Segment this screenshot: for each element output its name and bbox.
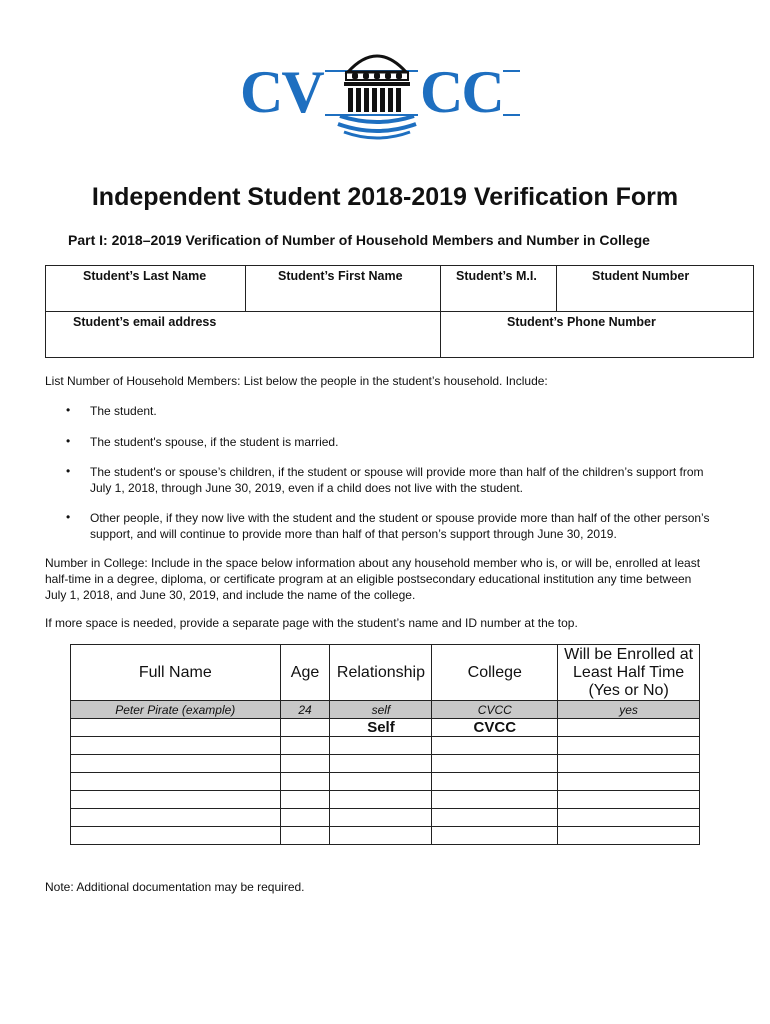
table-cell[interactable] <box>71 737 281 755</box>
table-cell: Peter Pirate (example) <box>71 701 281 719</box>
form-title: Independent Student 2018-2019 Verification Form <box>91 183 679 211</box>
part1-heading: Part I: 2018–2019 Verification of Number of Household Members and Number in College <box>68 232 650 248</box>
table-cell[interactable] <box>558 719 700 737</box>
last-name-field[interactable]: Student’s Last Name <box>83 269 207 283</box>
col-age: Age <box>280 645 330 701</box>
table-cell[interactable] <box>71 827 281 845</box>
student-number-field[interactable]: Student Number <box>592 269 690 283</box>
table-row[interactable] <box>71 809 700 827</box>
table-cell[interactable] <box>280 809 330 827</box>
col-college: College <box>432 645 558 701</box>
table-header-row <box>71 645 700 701</box>
table-cell[interactable] <box>71 791 281 809</box>
table-row[interactable] <box>71 773 700 791</box>
table-cell[interactable] <box>330 773 432 791</box>
household-intro: List Number of Household Members: List below the people in the student’s household. Include: <box>45 374 548 388</box>
more-space-paragraph: If more space is needed, provide a separate page with the student’s name and ID number at the top. <box>45 616 578 630</box>
bullet-item: The student. <box>90 404 157 418</box>
table-cell[interactable]: Self <box>330 719 432 737</box>
col-relationship: Relationship <box>330 645 432 701</box>
table-cell[interactable] <box>280 791 330 809</box>
table-cell[interactable] <box>558 809 700 827</box>
table-cell[interactable] <box>558 737 700 755</box>
bullet-item: Other people, if they now live with the student and the student or spouse provide more than half of the other person’s support, and will continue to provide more than half of that person’s support through June 30, 2019. <box>90 511 710 541</box>
table-cell: self <box>330 701 432 719</box>
table-cell[interactable] <box>71 719 281 737</box>
table-row[interactable] <box>71 737 700 755</box>
self-row[interactable] <box>71 719 700 737</box>
table-cell[interactable] <box>432 809 558 827</box>
table-cell[interactable] <box>71 809 281 827</box>
table-cell: CVCC <box>432 701 558 719</box>
table-cell[interactable] <box>330 755 432 773</box>
email-field[interactable]: Student’s email address <box>73 315 217 329</box>
table-cell[interactable] <box>432 827 558 845</box>
table-cell[interactable] <box>432 773 558 791</box>
table-cell[interactable] <box>71 773 281 791</box>
logo-right-letters: CC <box>420 59 503 125</box>
footnote: Note: Additional documentation may be required. <box>45 880 305 894</box>
col-enrolled-half-time: Will be Enrolled at Least Half Time (Yes or No) <box>558 645 700 701</box>
info-divider <box>46 311 753 312</box>
first-name-field[interactable]: Student’s First Name <box>278 269 403 283</box>
table-cell[interactable] <box>558 827 700 845</box>
phone-field[interactable]: Student’s Phone Number <box>507 315 656 329</box>
table-cell[interactable] <box>280 737 330 755</box>
household-members-table <box>70 644 700 845</box>
bullet-icon: • <box>66 510 71 524</box>
table-cell: yes <box>558 701 700 719</box>
table-cell[interactable] <box>558 791 700 809</box>
table-row[interactable] <box>71 755 700 773</box>
bullet-item: The student's spouse, if the student is married. <box>90 435 339 449</box>
table-cell[interactable] <box>330 809 432 827</box>
table-cell[interactable] <box>280 755 330 773</box>
cvcc-logo <box>240 42 520 142</box>
logo-left-letters: CV <box>240 59 323 125</box>
rotunda-building-icon <box>336 42 418 142</box>
info-col-divider <box>245 266 246 311</box>
middle-initial-field[interactable]: Student’s M.I. <box>456 269 537 283</box>
table-cell[interactable]: CVCC <box>432 719 558 737</box>
bullet-icon: • <box>66 434 71 448</box>
table-cell[interactable] <box>432 737 558 755</box>
table-cell[interactable] <box>558 755 700 773</box>
col-full-name: Full Name <box>71 645 281 701</box>
student-info-box <box>45 265 754 358</box>
info-col-divider <box>556 266 557 311</box>
table-row[interactable] <box>71 827 700 845</box>
table-cell: 24 <box>280 701 330 719</box>
table-cell[interactable] <box>330 737 432 755</box>
table-cell[interactable] <box>330 827 432 845</box>
example-row <box>71 701 700 719</box>
table-cell[interactable] <box>432 791 558 809</box>
bullet-icon: • <box>66 403 71 417</box>
bullet-icon: • <box>66 464 71 478</box>
table-cell[interactable] <box>280 773 330 791</box>
table-row[interactable] <box>71 791 700 809</box>
number-in-college-paragraph: Number in College: Include in the space below information about any household member who is, or will be, enrolled at least half-time in a degree, diploma, or certificate program at an eligible postsecondary educational institution any time between July 1, 2018, and June 30, 2019, and include the name of the college. <box>45 556 701 602</box>
table-cell[interactable] <box>280 719 330 737</box>
table-cell[interactable] <box>71 755 281 773</box>
table-cell[interactable] <box>280 827 330 845</box>
table-cell[interactable] <box>558 773 700 791</box>
table-cell[interactable] <box>330 791 432 809</box>
bullet-item: The student's or spouse’s children, if the student or spouse will provide more than half of the children’s support from July 1, 2018, through June 30, 2019, even if a child does not live with the student. <box>90 465 704 495</box>
table-cell[interactable] <box>432 755 558 773</box>
info-col-divider <box>440 266 441 357</box>
